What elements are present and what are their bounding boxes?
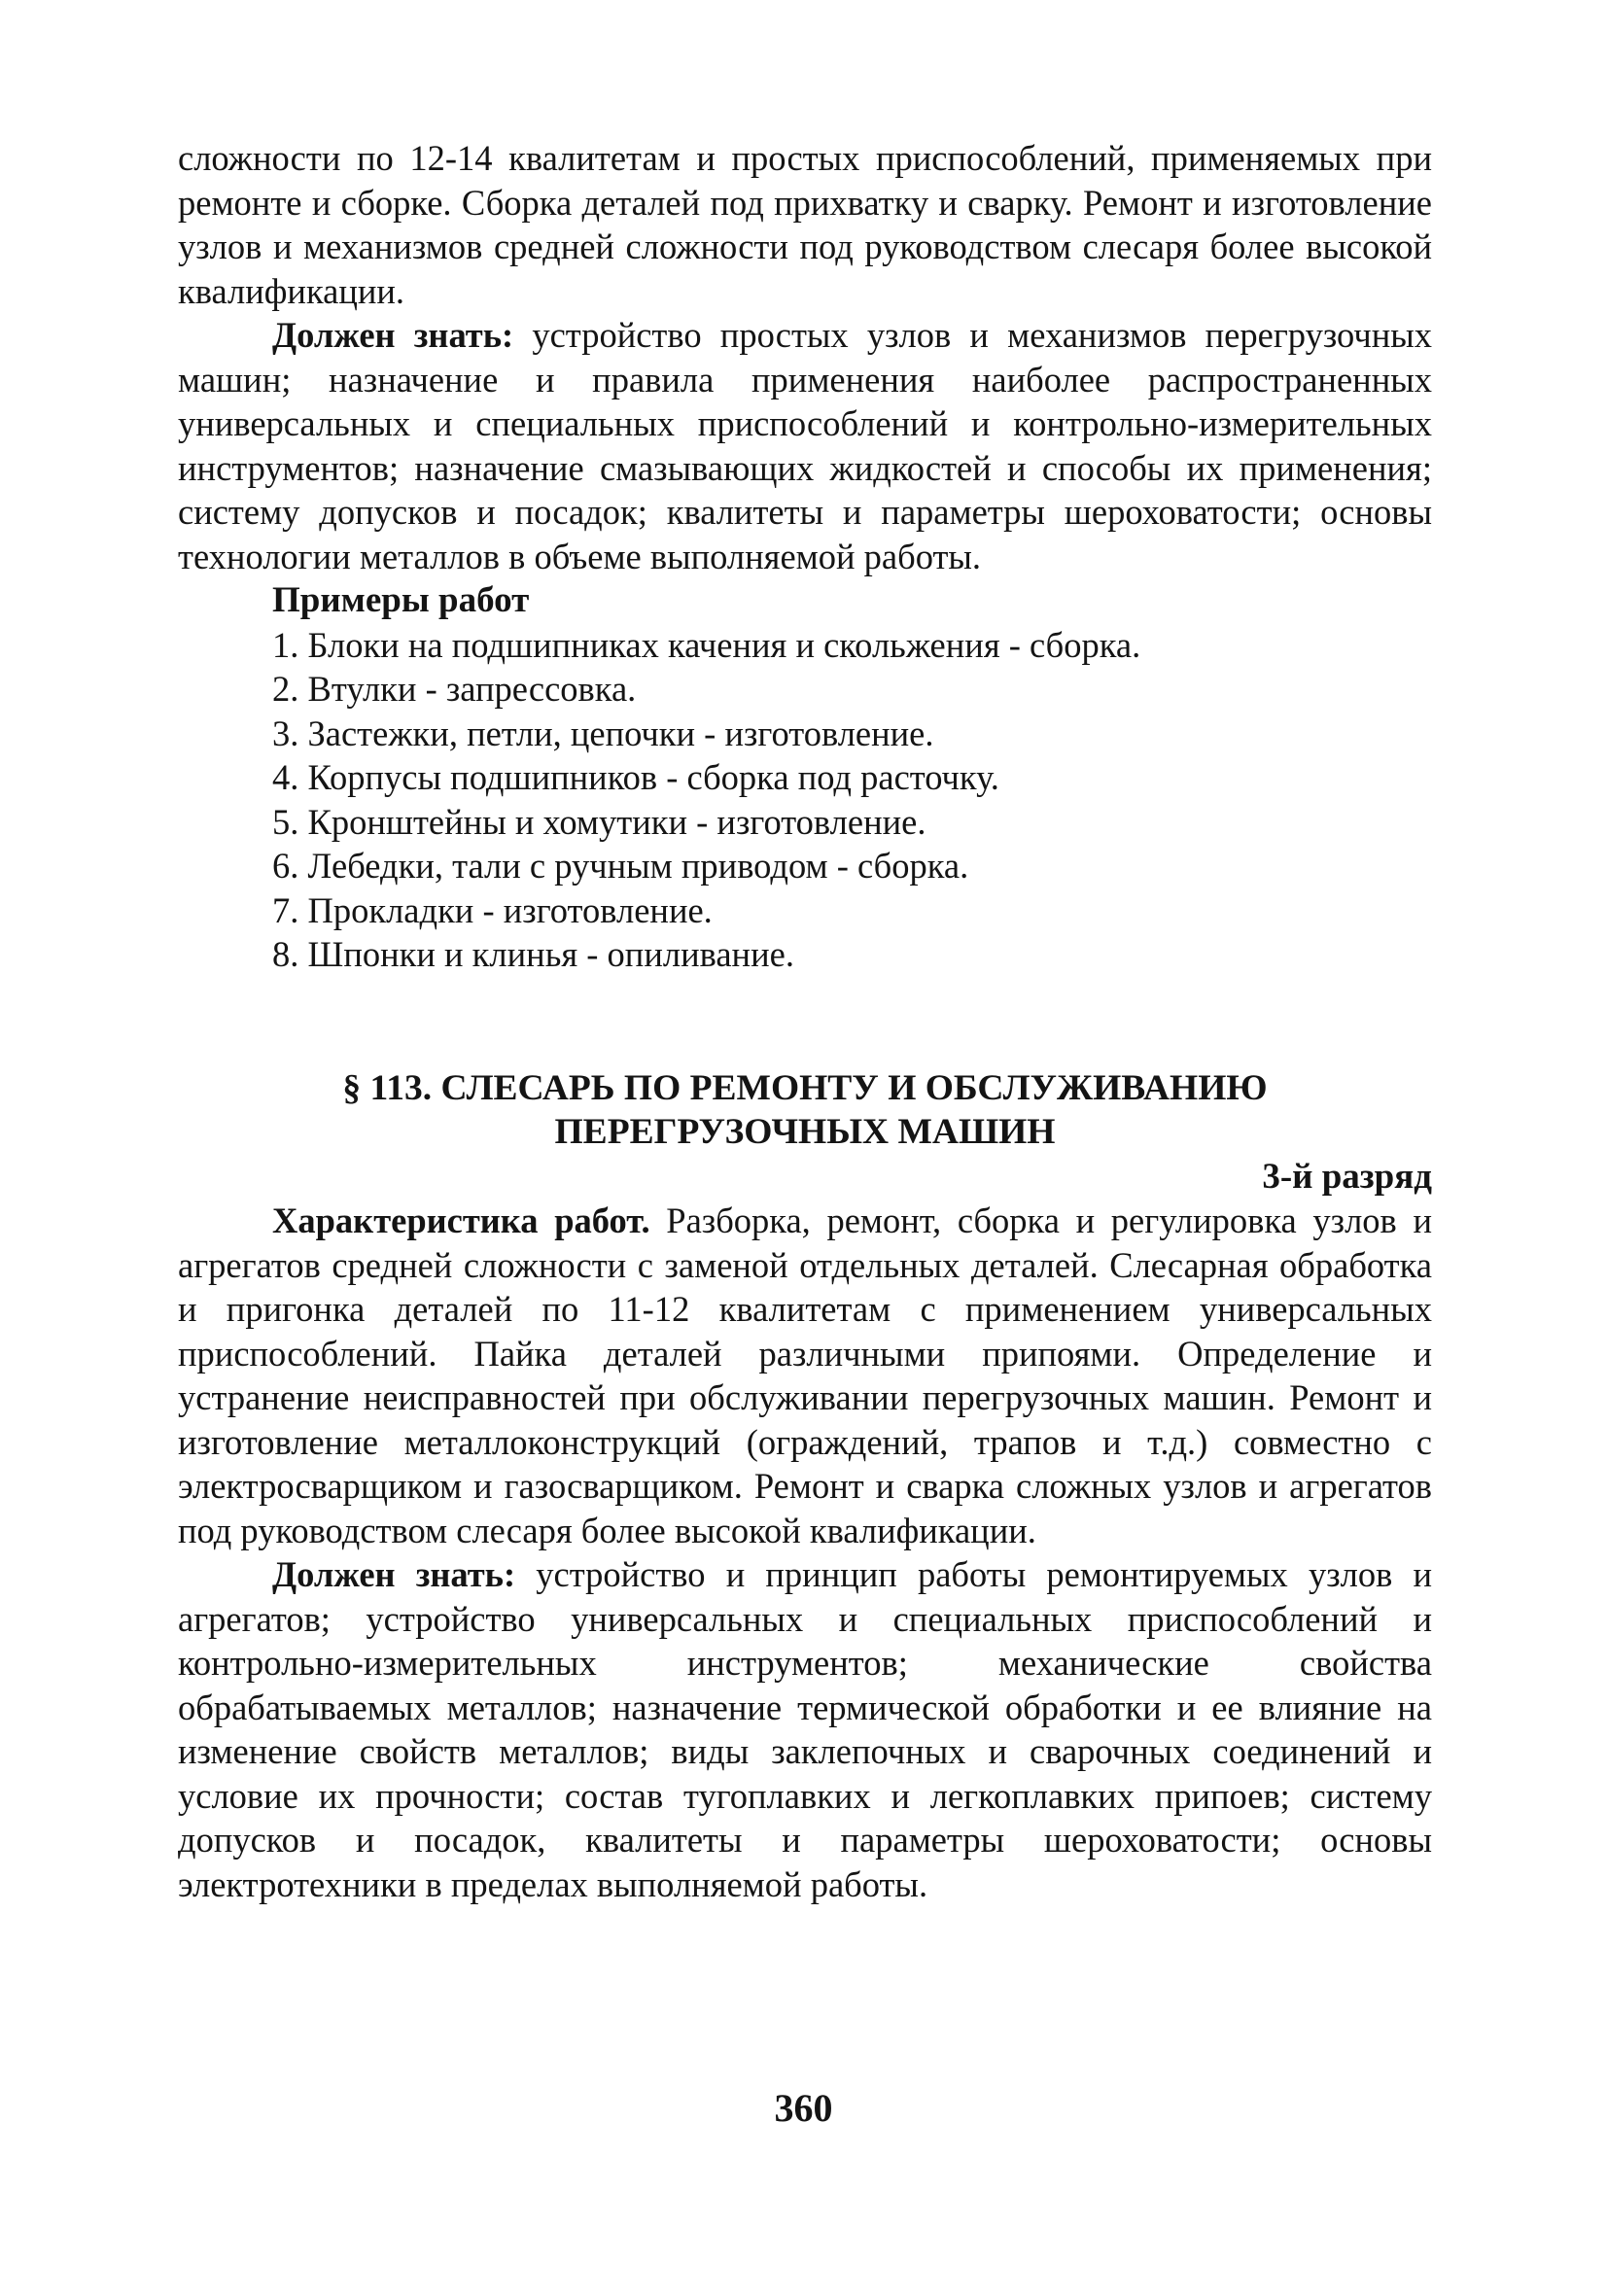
work-characteristics-label: Характеристика работ. (272, 1200, 650, 1240)
section-title-line-2: ПЕРЕГРУЗОЧНЫХ МАШИН (554, 1112, 1056, 1152)
continuation-paragraph: сложности по 12-14 квалитетам и простых приспособлений, применяемых при ремонте и сборке. Сборка деталей под прихватку и сварку. Ремонт и изготовление узлов и механизмов средней сложности под руководством слесаря более высокой квалификации. (178, 138, 1432, 311)
must-know-label: Должен знать: (272, 315, 514, 355)
must-know-paragraph-2 (178, 1552, 1432, 1906)
list-item: 4. Корпусы подшипников - сборка под расточку. (272, 757, 999, 797)
must-know-text: устройство простых узлов и механизмов перегрузочных машин; назначение и правила применения наиболее распространенных универсальных и специальных приспособлений и контрольно-измерительных инструментов; назначение смазывающих жидкостей и способы их применения; систему допусков и посадок; квалитеты и параметры шероховатости; основы технологии металлов в объеме выполняемой работы. (178, 315, 1432, 576)
page-content (178, 136, 1432, 1906)
list-item: 2. Втулки - запрессовка. (272, 669, 637, 709)
must-know-paragraph-1 (178, 313, 1432, 578)
work-characteristics-text: Разборка, ремонт, сборка и регулировка узлов и агрегатов средней сложности с заменой отдельных деталей. Слесарная обработка и пригонка деталей по 11-12 квалитетам с применением универсальных приспособлений. Пайка деталей различными припоями. Определение и устранение неисправностей при обслуживании перегрузочных машин. Ремонт и изготовление металлоконструкций (ограждений, трапов и т.д.) совместно с электросварщиком и газосварщиком. Ремонт и сварка сложных узлов и агрегатов под руководством слесаря более высокой квалификации. (178, 1200, 1433, 1550)
list-item: 8. Шпонки и клинья - опиливание. (272, 934, 794, 974)
section-title-line-1: § 113. СЛЕСАРЬ ПО РЕМОНТУ И ОБСЛУЖИВАНИЮ (342, 1067, 1268, 1108)
list-item: 5. Кронштейны и хомутики - изготовление. (272, 801, 926, 842)
page-number: 360 (774, 2086, 833, 2130)
section-title (178, 1066, 1432, 1155)
grade-label: 3-й разряд (1262, 1156, 1432, 1197)
list-item: 1. Блоки на подшипниках качения и скольжения - сборка. (272, 624, 1141, 665)
must-know-label: Должен знать: (272, 1554, 516, 1594)
list-item: 6. Лебедки, тали с ручным приводом - сборка. (272, 846, 969, 886)
list-item: 7. Прокладки - изготовление. (272, 889, 713, 930)
list-item: 3. Застежки, петли, цепочки - изготовление. (272, 713, 934, 753)
examples-list (178, 623, 1432, 977)
work-characteristics-paragraph (178, 1199, 1432, 1552)
examples-title: Примеры работ (272, 580, 530, 620)
must-know-text: устройство и принцип работы ремонтируемых узлов и агрегатов; устройство универсальных и специальных приспособлений и контрольно-измерительных инструментов; механические свойства обрабатываемых металлов; назначение термической обработки и ее влияние на изменение свойств металлов; виды заклепочных и сварочных соединений и условие их прочности; состав тугоплавких и легкоплавких припоев; систему допусков и посадок, квалитеты и параметры шероховатости; основы электротехники в пределах выполняемой работы. (178, 1554, 1433, 1904)
